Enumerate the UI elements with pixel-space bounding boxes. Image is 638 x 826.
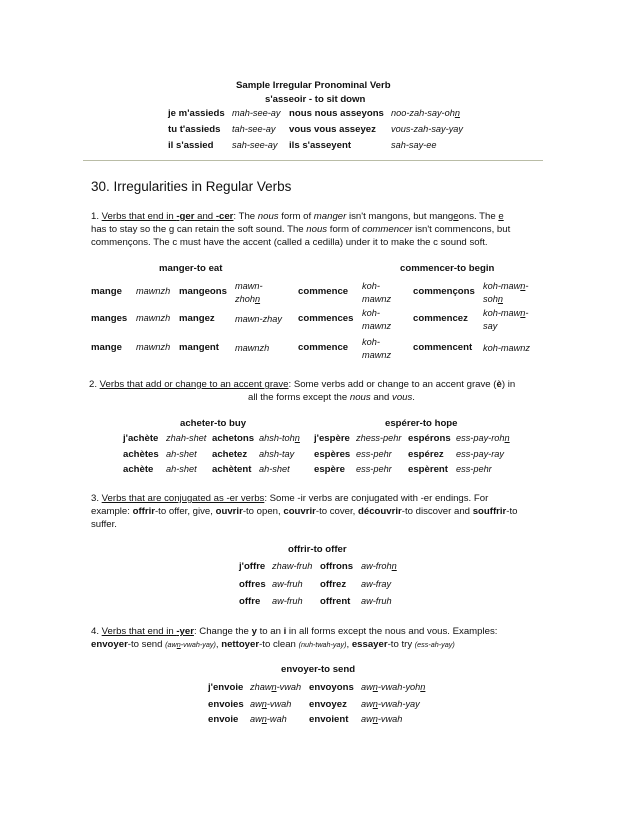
verb-pronunciation: -vwah — [266, 699, 292, 709]
verb-pronunciation: -vwah — [377, 714, 403, 724]
verb-pronunciation: -vwah — [276, 682, 302, 692]
verb-form: offrons — [320, 561, 354, 572]
verb-form: commence — [298, 286, 349, 297]
table-cell — [123, 433, 158, 444]
table-cell — [212, 464, 251, 475]
verb-pronunciation: mawnzh — [136, 342, 171, 352]
table-cell — [408, 449, 444, 460]
verb-pronunciation: koh- — [362, 281, 380, 291]
singular-form: tu t'assieds — [168, 124, 221, 135]
table-cell — [166, 449, 197, 460]
verb-pronunciation: mawnzh — [136, 313, 171, 323]
verb-pronunciation-nasal: n — [294, 433, 300, 443]
table-cell — [232, 140, 277, 151]
verb-pronunciation: soh — [483, 294, 498, 304]
verb-form: mange — [91, 286, 122, 297]
verb-form: envoies — [208, 699, 244, 710]
verb-form: offrez — [320, 579, 347, 590]
table-cell — [259, 433, 300, 444]
plural-pronunciation: sah-say-ee — [391, 140, 437, 150]
verb-pronunciation: mawnz — [362, 350, 392, 360]
verb-pronunciation: aw — [250, 699, 262, 709]
table-cell — [361, 699, 420, 710]
table-cell — [361, 561, 397, 572]
table-cell — [272, 561, 312, 572]
table-cell — [298, 342, 348, 353]
table-cell — [250, 714, 287, 725]
verb-pronunciation: aw — [361, 682, 373, 692]
verb-pronunciation: aw-fray — [361, 579, 392, 589]
verb-pronunciation: zhoh — [235, 294, 255, 304]
verb-form: j'achète — [123, 433, 159, 444]
table-cell — [456, 433, 510, 444]
verb-pronunciation: zhess-pehr — [356, 433, 402, 443]
verb-pronunciation: ah-shet — [166, 464, 197, 474]
table-cell — [320, 561, 353, 572]
plural-form: nous nous asseyons — [289, 108, 384, 119]
paragraph-3: 3. Verbs that are conjugated as -er verbs: Some -ir verbs are conjugated with -er endings. For example: offrir-to offer, give, ouvrir-to open, couvrir-to cover, découvrir-to discover and souffrir-to suffer. — [91, 493, 518, 530]
verb-form: offres — [239, 579, 266, 590]
verb-form: achètent — [212, 464, 252, 475]
paragraph-2: 2. Verbs that add or change to an accent grave: Some verbs add or change to an accent grave (è) in all the forms except the nous and vous. — [89, 379, 516, 403]
table-cell — [259, 464, 290, 475]
table-cell — [235, 280, 263, 306]
acheter-title: acheter-to buy — [180, 418, 247, 429]
table-cell — [232, 108, 281, 119]
table-cell — [232, 124, 275, 135]
table-cell — [179, 286, 227, 297]
manger-title: manger-to eat — [159, 263, 223, 274]
table-cell — [91, 342, 122, 353]
verb-form: mangeons — [179, 286, 227, 297]
table-cell — [413, 286, 475, 297]
table-cell — [208, 682, 243, 693]
verb-pronunciation: mawn-zhay — [235, 314, 282, 324]
table-cell — [239, 579, 266, 590]
verb-form: manges — [91, 313, 128, 324]
table-cell — [239, 596, 260, 607]
table-cell — [289, 124, 376, 135]
table-cell — [208, 714, 238, 725]
table-cell — [136, 313, 170, 324]
verb-pronunciation: aw-froh — [361, 561, 392, 571]
table-cell — [361, 682, 425, 693]
table-cell — [456, 449, 504, 460]
verb-pronunciation: zhaw — [250, 682, 272, 692]
verb-pronunciation: ess-pay-ray — [456, 449, 504, 459]
table-cell — [309, 682, 354, 693]
table-cell — [168, 140, 213, 151]
verb-form: commencez — [413, 313, 468, 324]
table-cell — [362, 280, 391, 306]
verb-pronunciation: aw — [361, 714, 373, 724]
verb-pronunciation: zhaw-fruh — [272, 561, 313, 571]
verb-pronunciation-nasal: n — [261, 699, 267, 709]
table-cell — [239, 561, 265, 572]
verb-form: achetons — [212, 433, 255, 444]
verb-pronunciation: mawnzh — [136, 286, 171, 296]
verb-form: envoient — [309, 714, 349, 725]
verb-pronunciation: koh-mawnz — [483, 343, 530, 353]
verb-pronunciation: ess-pehr — [356, 449, 392, 459]
verb-form: j'espère — [314, 433, 350, 444]
table-cell — [168, 124, 220, 135]
table-cell — [483, 307, 528, 333]
table-cell — [289, 140, 351, 151]
singular-pronunciation: tah-see-ay — [232, 124, 276, 134]
table-cell — [123, 449, 159, 460]
singular-form: je m'assieds — [168, 108, 225, 119]
table-cell — [289, 108, 384, 119]
plural-form: vous vous asseyez — [289, 124, 376, 135]
verb-pronunciation-nasal: n — [372, 699, 378, 709]
verb-form: envoyons — [309, 682, 354, 693]
verb-form: mangent — [179, 342, 219, 353]
verb-pronunciation-nasal: n — [391, 561, 397, 571]
table-cell — [298, 286, 348, 297]
verb-pronunciation: aw — [361, 699, 373, 709]
table-cell — [320, 596, 350, 607]
verb-pronunciation: aw-fruh — [272, 579, 303, 589]
verb-pronunciation: - — [525, 281, 529, 291]
offrir-title: offrir-to offer — [288, 544, 347, 555]
table-cell — [309, 699, 347, 710]
verb-form: envoyez — [309, 699, 347, 710]
table-cell — [483, 280, 528, 306]
verb-pronunciation-nasal: n — [372, 682, 378, 692]
verb-form: achètes — [123, 449, 159, 460]
table-cell — [361, 714, 402, 725]
paragraph-1: 1. Verbs that end in -ger and -cer: The nous form of manger isn't mangons, but mangeons. The e has to stay so the g can retain the soft sound. The nous form of commencer isn't commencons, but commençons. The c must have the accent (called a cedilla) under it to make the c sound soft. — [91, 211, 511, 248]
verb-form: achète — [123, 464, 154, 475]
verb-pronunciation: -vwah-yoh — [377, 682, 421, 692]
table-cell — [298, 313, 353, 324]
table-cell — [91, 313, 127, 324]
table-cell — [391, 140, 436, 151]
table-cell — [235, 342, 269, 355]
verb-pronunciation: mawnz — [362, 321, 392, 331]
verb-form: espérez — [408, 449, 444, 460]
commencer-title: commencer-to begin — [400, 263, 495, 274]
verb-pronunciation: ah-shet — [166, 449, 197, 459]
table-cell — [250, 682, 301, 693]
plural-pronunciation: vous-zah-say-yay — [391, 124, 463, 134]
verb-pronunciation: ahsh-toh — [259, 433, 295, 443]
verb-form: espèrent — [408, 464, 448, 475]
verb-form: commence — [298, 342, 349, 353]
table-cell — [272, 579, 303, 590]
table-cell — [362, 307, 391, 333]
table-cell — [166, 464, 197, 475]
verb-pronunciation: aw — [250, 714, 262, 724]
verb-pronunciation-nasal: n — [254, 294, 261, 304]
table-cell — [314, 449, 350, 460]
table-cell — [314, 433, 350, 444]
table-cell — [413, 342, 472, 353]
table-cell — [123, 464, 153, 475]
verb-pronunciation: koh-maw — [483, 308, 521, 318]
table-cell — [408, 464, 448, 475]
table-cell — [309, 714, 348, 725]
table-cell — [168, 108, 225, 119]
singular-pronunciation: mah-see-ay — [232, 108, 281, 118]
plural-form: ils s'asseyent — [289, 140, 352, 151]
table-cell — [208, 699, 244, 710]
table-cell — [250, 699, 291, 710]
table-cell — [356, 433, 401, 444]
table-cell — [179, 313, 215, 324]
table-cell — [212, 433, 254, 444]
table-cell — [413, 313, 468, 324]
verb-pronunciation: -wah — [266, 714, 287, 724]
verb-form: offrent — [320, 596, 351, 607]
table-cell — [320, 579, 346, 590]
verb-form: j'envoie — [208, 682, 244, 693]
verb-form: espère — [314, 464, 345, 475]
verb-form: commençons — [413, 286, 475, 297]
plural-pronunciation-nasal: n — [454, 108, 460, 118]
verb-form: achetez — [212, 449, 248, 460]
envoyer-title: envoyer-to send — [281, 664, 356, 675]
table-cell — [272, 596, 303, 607]
verb-pronunciation: mawnz — [362, 294, 392, 304]
verb-pronunciation-nasal: n — [271, 682, 277, 692]
section-heading: 30. Irregularities in Regular Verbs — [91, 179, 292, 194]
verb-pronunciation: - — [525, 308, 529, 318]
verb-pronunciation: aw-fruh — [272, 596, 303, 606]
verb-pronunciation: ahsh-tay — [259, 449, 295, 459]
verb-pronunciation: say — [483, 321, 498, 331]
esperer-title: espérer-to hope — [385, 418, 458, 429]
verb-pronunciation: ah-shet — [259, 464, 290, 474]
table-cell — [356, 464, 392, 475]
sample-subtitle: s'asseoir - to sit down — [265, 94, 366, 105]
table-cell — [362, 336, 391, 362]
verb-pronunciation-nasal: n — [261, 714, 267, 724]
table-cell — [391, 108, 460, 119]
verb-form: espères — [314, 449, 351, 460]
verb-pronunciation-nasal: n — [520, 281, 526, 291]
verb-pronunciation-nasal: n — [497, 294, 503, 304]
verb-form: commences — [298, 313, 354, 324]
table-cell — [314, 464, 345, 475]
table-cell — [456, 464, 492, 475]
table-cell — [259, 449, 294, 460]
table-cell — [136, 286, 170, 297]
verb-pronunciation: koh-maw — [483, 281, 521, 291]
singular-form: il s'assied — [168, 140, 214, 151]
singular-pronunciation: sah-see-ay — [232, 140, 278, 150]
table-cell — [361, 579, 391, 590]
verb-pronunciation-nasal: n — [372, 714, 378, 724]
verb-pronunciation: mawn- — [235, 281, 263, 291]
sample-title: Sample Irregular Pronominal Verb — [236, 80, 391, 91]
verb-pronunciation-nasal: n — [520, 308, 526, 318]
verb-form: j'offre — [239, 561, 266, 572]
table-cell — [91, 286, 122, 297]
verb-pronunciation-nasal: n — [420, 682, 426, 692]
verb-pronunciation: aw-fruh — [361, 596, 392, 606]
table-cell — [235, 313, 282, 326]
verb-form: commencent — [413, 342, 473, 353]
verb-pronunciation: koh- — [362, 337, 380, 347]
table-cell — [361, 596, 392, 607]
table-cell — [212, 449, 247, 460]
table-cell — [391, 124, 463, 135]
verb-pronunciation: koh- — [362, 308, 380, 318]
table-cell — [179, 342, 219, 353]
table-cell — [483, 342, 530, 355]
table-cell — [408, 433, 451, 444]
table-cell — [356, 449, 392, 460]
verb-form: espérons — [408, 433, 451, 444]
table-cell — [166, 433, 206, 444]
verb-form: offre — [239, 596, 261, 607]
plural-pronunciation: noo-zah-say-oh — [391, 108, 455, 118]
verb-pronunciation: ess-pehr — [456, 464, 492, 474]
verb-form: envoie — [208, 714, 239, 725]
verb-pronunciation: ess-pay-roh — [456, 433, 505, 443]
verb-pronunciation-nasal: n — [504, 433, 510, 443]
verb-form: mange — [91, 342, 122, 353]
verb-pronunciation: mawnzh — [235, 343, 270, 353]
verb-pronunciation: zhah-shet — [166, 433, 207, 443]
verb-pronunciation: -vwah-yay — [377, 699, 420, 709]
verb-pronunciation: ess-pehr — [356, 464, 392, 474]
paragraph-4: 4. Verbs that end in -yer: Change the y to an i in all forms except the nous and vous. Examples: envoyer-to send (awn-vwah-yay), nettoyer-to clean (nuh-twah-yay), essayer-to try (ess-ah-yay) — [91, 626, 498, 650]
verb-form: mangez — [179, 313, 215, 324]
divider — [83, 160, 543, 161]
table-cell — [136, 342, 170, 353]
